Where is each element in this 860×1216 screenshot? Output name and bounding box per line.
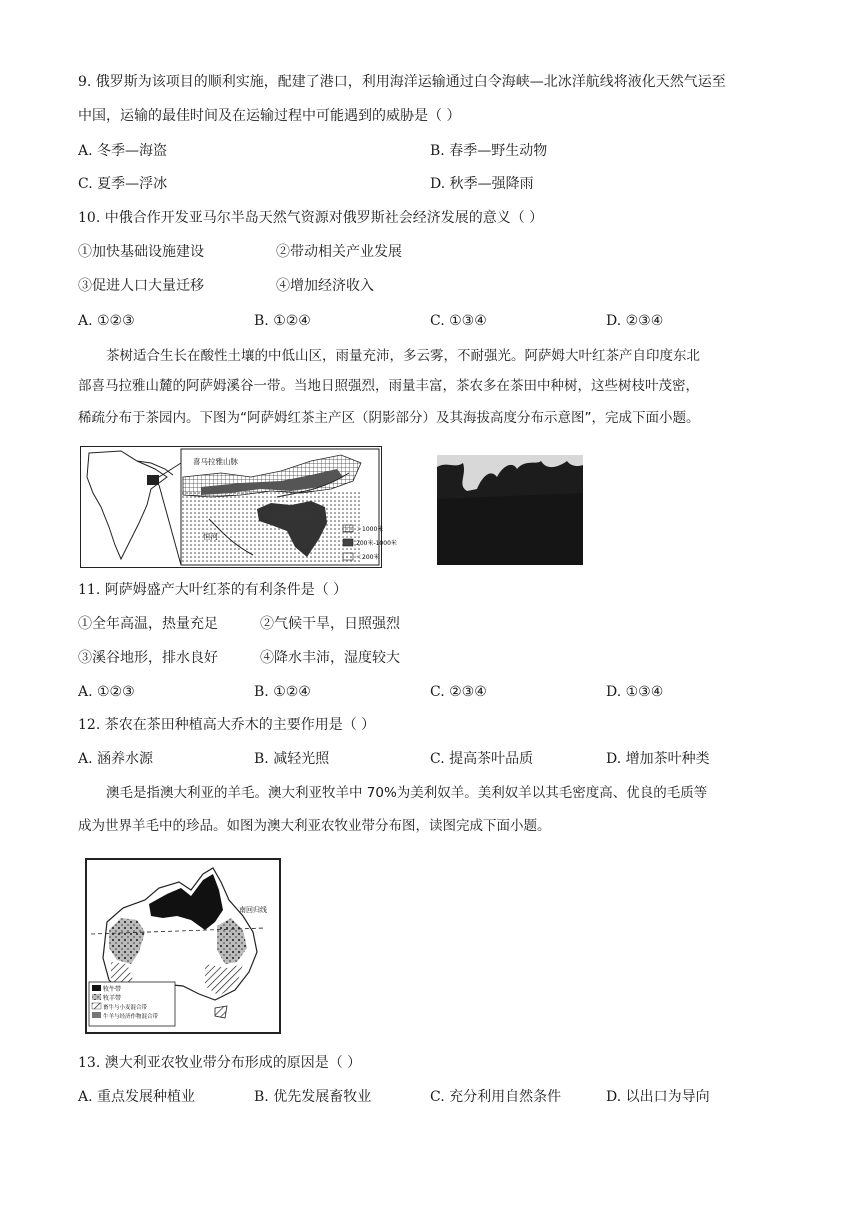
q11-item-3: ③溪谷地形，排水良好 [78,650,218,666]
q9-option-c: C. 夏季—浮冰 [78,176,168,192]
legend-cattle-crops: 牛羊与经济作物混合带 [103,1014,159,1020]
himalaya-label: 喜马拉雅山脉 [193,457,238,466]
legend-cattle: 牧牛带 [103,986,122,993]
wool-passage-line2: 成为世界羊毛中的珍品。如图为澳大利亚农牧业带分布图，读图完成下面小题。 [78,818,551,834]
q10-item-4: ④增加经济收入 [276,278,374,294]
legend-wheat-sheep: 畜牛与小麦混合带 [103,1005,148,1011]
q10-option-a: A. ①②③ [78,313,135,329]
ganges-label: 恒河 [203,532,218,541]
q10-item-2: ②带动相关产业发展 [276,244,402,260]
q13-stem: 13. 澳大利亚农牧业带分布形成的原因是（ ） [78,1055,362,1071]
q10-item-3: ③促进人口大量迁移 [78,278,204,294]
q9-option-d: D. 秋季—强降雨 [430,176,534,192]
q11-option-d: D. ①③④ [606,684,664,700]
tea-passage-line3: 稀疏分布于茶园内。下图为“阿萨姆红茶主产区（阴影部分）及其海拔高度分布示意图”，完成下面小题。 [78,410,700,426]
q10-option-d: D. ②③④ [606,313,664,329]
q9-option-a: A. 冬季—海盗 [78,143,168,159]
q11-item-1: ①全年高温，热量充足 [78,616,218,632]
legend-high: ＞1000米 [356,526,384,533]
assam-map-svg [81,447,397,567]
q12-option-c: C. 提高茶叶品质 [430,751,534,767]
q13-option-a: A. 重点发展种植业 [78,1089,196,1105]
india-inset-map [81,447,181,567]
australia-map-figure [85,858,281,1034]
q10-option-c: C. ①③④ [430,313,487,329]
australia-map-svg [87,860,279,1032]
assam-detail-map [181,449,397,565]
tea-passage-line1: 茶树适合生长在酸性土壤的中低山区，雨量充沛，多云雾，不耐强光。阿萨姆大叶红茶产自印度东北 [106,348,700,364]
tropic-label: 南回归线 [239,906,267,914]
q13-option-d: D. 以出口为导向 [606,1089,710,1105]
wool-passage-line1: 澳毛是指澳大利亚的羊毛。澳大利亚牧羊中 70%为美利奴羊。美利奴羊以其毛密度高、优良的毛质等 [106,785,708,801]
q12-stem: 12. 茶农在茶田种植高大乔木的主要作用是（ ） [78,717,376,733]
q9-option-b: B. 春季—野生动物 [430,143,548,159]
tea-passage-line2: 部喜马拉雅山麓的阿萨姆溪谷一带。当地日照强烈，雨量丰富，茶农多在茶田中种树，这些树枝叶茂密， [78,378,699,394]
q12-option-d: D. 增加茶叶种类 [606,751,710,767]
q13-option-c: C. 充分利用自然条件 [430,1089,562,1105]
q12-option-b: B. 减轻光照 [254,751,330,767]
q10-option-b: B. ①②④ [254,313,311,329]
legend-low: ＜200米 [356,554,380,561]
legend-mid: 200米-1000米 [356,540,397,547]
q11-option-b: B. ①②④ [254,684,311,700]
assam-location-marker [147,475,159,485]
q10-stem: 10. 中俄合作开发亚马尔半岛天然气资源对俄罗斯社会经济发展的意义（ ） [78,210,544,226]
tea-garden-photo [437,455,583,565]
tea-map-legend [343,525,397,561]
q12-option-a: A. 涵养水源 [78,751,154,767]
q11-option-c: C. ②③④ [430,684,487,700]
q13-option-b: B. 优先发展畜牧业 [254,1089,372,1105]
assam-map-figure [80,446,397,568]
q9-stem-line2: 中国，运输的最佳时间及在运输过程中可能遇到的威胁是（ ） [78,108,461,124]
australia-map-legend [89,982,175,1026]
q11-item-4: ④降水丰沛，湿度较大 [260,650,400,666]
q11-option-a: A. ①②③ [78,684,135,700]
legend-sheep: 牧羊带 [103,995,122,1002]
q9-stem-line1: 9. 俄罗斯为该项目的顺利实施，配建了港口，利用海洋运输通过白令海峡—北冰洋航线将液化天然气运至 [78,74,726,90]
q11-stem: 11. 阿萨姆盛产大叶红茶的有利条件是（ ） [78,582,348,598]
q11-item-2: ②气候干旱，日照强烈 [260,616,400,632]
q10-item-1: ①加快基础设施建设 [78,244,204,260]
